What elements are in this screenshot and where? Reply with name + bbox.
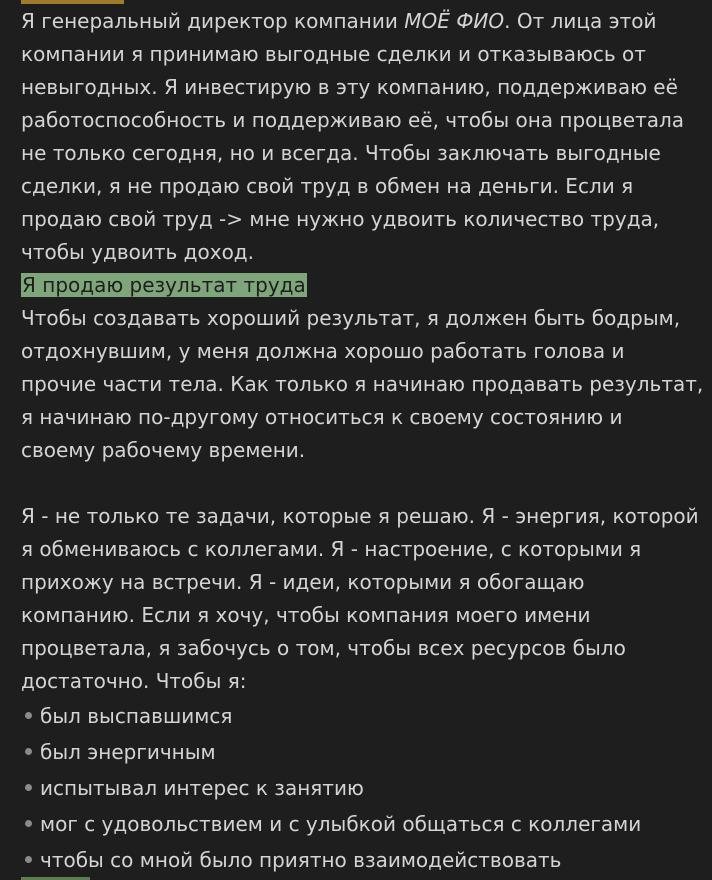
- text-line: Я - не только те задачи, которые я решаю. Я - энергия, которой: [21, 504, 699, 528]
- text-line: своему рабочему времени.: [21, 438, 306, 462]
- list-item: был выспавшимся: [21, 698, 701, 734]
- text-line: Я генеральный директор компании МОЁ ФИО. От лица этой: [21, 9, 657, 33]
- text-line: прихожу на встречи. Я - идеи, которыми я обогащаю: [21, 570, 585, 594]
- highlight-fragment-top: [21, 0, 124, 4]
- list-item: мог с удовольствием и с улыбкой общаться с коллегами: [21, 806, 701, 842]
- paragraph-result: [21, 302, 704, 467]
- highlighted-heading: [21, 269, 701, 302]
- text-line: невыгодных. Я инвестирую в эту компанию, поддерживаю её: [21, 75, 678, 99]
- text-line: работоспособность и поддерживаю её, чтобы она процветала: [21, 108, 685, 132]
- document-body[interactable]: [21, 5, 704, 878]
- list-item: был энергичным: [21, 734, 701, 770]
- empty-line: [21, 467, 701, 500]
- text-line: компанию. Если я хочу, чтобы компания моего имени: [21, 603, 591, 627]
- text-line: продаю свой труд -> мне нужно удвоить количество труда,: [21, 207, 660, 231]
- text-line: Чтобы создавать хороший результат, я должен быть бодрым,: [21, 306, 681, 330]
- text-line: я начинаю по-другому относиться к своему состоянию и: [21, 405, 623, 429]
- list-item: испытывал интерес к занятию: [21, 770, 701, 806]
- list-item: чтобы со мной было приятно взаимодействовать: [21, 842, 701, 878]
- text-line: достаточно. Чтобы я:: [21, 669, 247, 693]
- text-line: прочие части тела. Как только я начинаю продавать результат,: [21, 372, 704, 396]
- paragraph-energy: [21, 500, 701, 698]
- text-line: сделки, я не продаю свой труд в обмен на деньги. Если я: [21, 174, 634, 198]
- text-line: процветала, я забочусь о том, чтобы всех ресурсов было: [21, 636, 626, 660]
- company-name: МОЁ ФИО: [404, 9, 505, 33]
- text-line: чтобы удвоить доход.: [21, 240, 254, 264]
- text-line: отдохнувшим, у меня должна хорошо работать голова и: [21, 339, 625, 363]
- text-line: я обмениваюсь с коллегами. Я - настроение, с которыми я: [21, 537, 642, 561]
- highlight-mark: Я продаю результат труда: [22, 273, 306, 297]
- text-line: не только сегодня, но и всегда. Чтобы заключать выгодные: [21, 141, 661, 165]
- text-line: компании я принимаю выгодные сделки и отказываюсь от: [21, 42, 646, 66]
- bullet-list: [21, 698, 701, 878]
- paragraph-ceo: [21, 5, 701, 269]
